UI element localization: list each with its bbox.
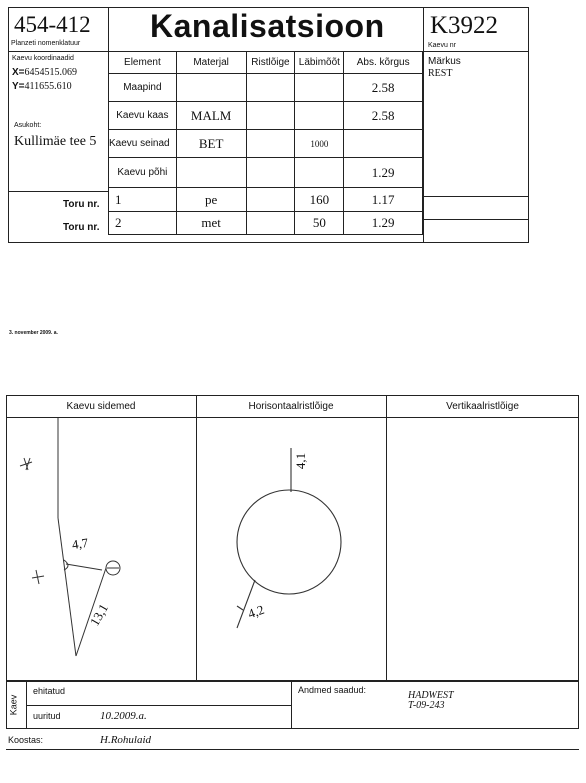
date-note: 3. november 2009. a. bbox=[9, 330, 58, 336]
notes-value: REST bbox=[428, 68, 453, 79]
sketch-header-horizontal: Horisontaalristlõige bbox=[248, 401, 334, 412]
pipe-height: 1.17 bbox=[344, 188, 423, 212]
row-element: Kaevu kaas bbox=[109, 102, 177, 130]
table-row bbox=[109, 102, 423, 130]
data-source-value-2: T-09-243 bbox=[408, 700, 445, 711]
row-height: 1.29 bbox=[344, 158, 423, 188]
notes-row-line bbox=[423, 219, 529, 220]
row-diameter bbox=[295, 102, 344, 130]
sketch-col-divider bbox=[386, 395, 387, 681]
measured-value: 10.2009.a. bbox=[100, 710, 147, 722]
pipe-material: pe bbox=[176, 188, 246, 212]
table-row bbox=[109, 130, 423, 158]
data-source-label: Andmed saadud: bbox=[298, 685, 367, 695]
col-header-material: Materjal bbox=[176, 52, 246, 74]
pipe-row bbox=[109, 212, 423, 235]
pipe-label: Toru nr. bbox=[63, 199, 100, 210]
row-diameter bbox=[295, 158, 344, 188]
notes-row-line bbox=[423, 196, 529, 197]
row-material bbox=[176, 158, 246, 188]
row-material: MALM bbox=[176, 102, 246, 130]
col-header-diameter: Läbimõõt bbox=[295, 52, 344, 74]
footer-col-divider bbox=[291, 681, 292, 729]
pipe-row bbox=[109, 188, 423, 212]
x-value: 6454515.069 bbox=[24, 67, 78, 78]
row-material: BET bbox=[176, 130, 246, 158]
pipe-cross bbox=[246, 188, 295, 212]
notes-column bbox=[423, 51, 529, 243]
ties-sketch bbox=[6, 418, 196, 680]
pipe-diameter: 50 bbox=[295, 212, 344, 235]
notes-header: Märkus bbox=[428, 56, 461, 67]
pipe-label: Toru nr. bbox=[63, 222, 100, 233]
x-label: X= bbox=[12, 67, 25, 78]
pipe-height: 1.29 bbox=[344, 212, 423, 235]
location-value: Kullimäe tee 5 bbox=[14, 134, 97, 149]
row-material bbox=[176, 74, 246, 102]
row-cross bbox=[246, 102, 295, 130]
row-cross bbox=[246, 158, 295, 188]
row-height bbox=[344, 130, 423, 158]
coords-caption: Kaevu koordinaadid bbox=[12, 55, 74, 62]
x-coordinate bbox=[12, 67, 77, 78]
col-header-cross: Ristlõige bbox=[246, 52, 295, 74]
sketch-header-vertical: Vertikaalristlõige bbox=[446, 401, 519, 412]
pipe-2-mark: 4,2 bbox=[245, 601, 267, 622]
row-cross bbox=[246, 74, 295, 102]
pipe-nr: 1 bbox=[109, 188, 177, 212]
pipe-1-mark: 4,1 bbox=[293, 452, 309, 470]
row-height: 2.58 bbox=[344, 102, 423, 130]
horizontal-section-sketch bbox=[197, 418, 386, 680]
row-diameter: 1000 bbox=[295, 130, 344, 158]
sheet-number: 454-412 bbox=[14, 12, 91, 37]
measured-label: uuritud bbox=[33, 711, 61, 721]
built-label: ehitatud bbox=[33, 686, 66, 696]
pipe-nr: 2 bbox=[109, 212, 177, 235]
sketch-header-ties: Kaevu sidemed bbox=[66, 401, 136, 412]
col-header-height: Abs. kõrgus bbox=[344, 52, 423, 74]
tie-measure-2: 13,1 bbox=[86, 601, 112, 629]
row-height: 2.58 bbox=[344, 74, 423, 102]
col-header-element: Element bbox=[109, 52, 177, 74]
row-diameter bbox=[295, 74, 344, 102]
footer-mid-divider bbox=[26, 705, 291, 706]
well-id-caption: Kaevu nr bbox=[428, 42, 457, 49]
compiled-underline bbox=[6, 749, 579, 750]
page-title: Kanalisatsioon bbox=[150, 8, 385, 44]
sheet-caption: Planzeti nomenklatuur bbox=[11, 40, 81, 47]
pipe-material: met bbox=[176, 212, 246, 235]
data-source-value-1: HADWEST bbox=[408, 690, 454, 701]
compiled-label: Koostas: bbox=[8, 735, 44, 745]
y-value: 411655.610 bbox=[24, 81, 72, 92]
row-element: Kaevu seinad bbox=[109, 130, 177, 158]
well-table bbox=[108, 51, 423, 235]
table-row bbox=[109, 74, 423, 102]
table-row bbox=[109, 158, 423, 188]
pipe-cross bbox=[246, 212, 295, 235]
row-cross bbox=[246, 130, 295, 158]
row-element: Kaevu põhi bbox=[109, 158, 177, 188]
well-id: K3922 bbox=[430, 12, 499, 39]
footer-side-label: Kaev bbox=[8, 694, 19, 716]
y-coordinate bbox=[12, 81, 72, 92]
y-label: Y= bbox=[12, 81, 25, 92]
pipe-diameter: 160 bbox=[295, 188, 344, 212]
tie-measure-1: 4,7 bbox=[70, 534, 90, 553]
location-caption: Asukoht: bbox=[14, 122, 42, 129]
row-element: Maapind bbox=[109, 74, 177, 102]
compiled-value: H.Rohulaid bbox=[100, 734, 152, 746]
